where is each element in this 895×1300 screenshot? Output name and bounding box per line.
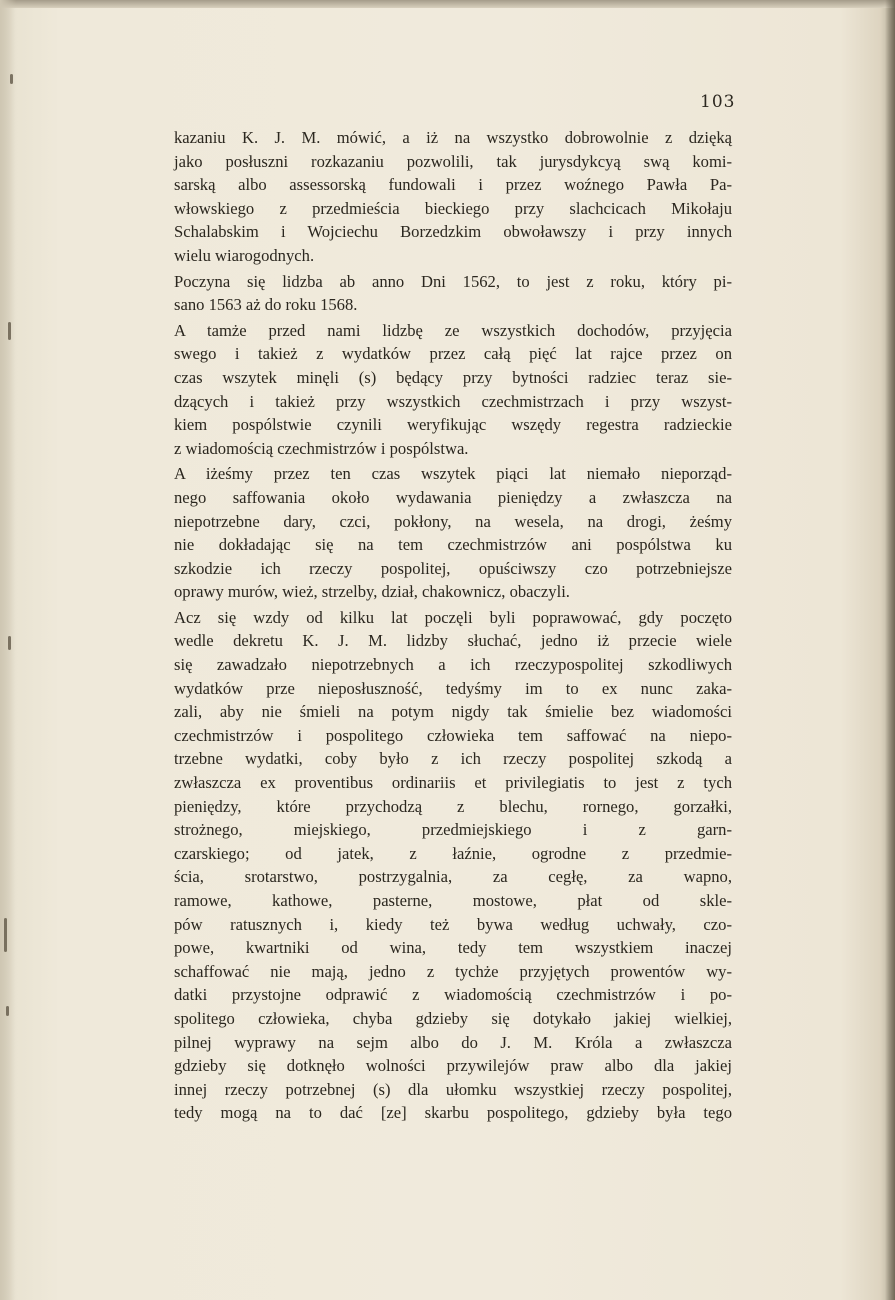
text-line: kazaniu K. J. M. mówić, a iż na wszystko dobrowolnie z dzięką <box>174 128 732 147</box>
text-line: się zawadzało niepotrzebnych a ich rzeczypospolitej szkodliwych <box>174 655 732 675</box>
text-line: Poczyna się lidzba ab anno Dni 1562, to jest z roku, który pi- <box>174 271 732 291</box>
text-line: schaffować nie mają, jedno z tychże przyjętych prowentów wy- <box>174 961 732 981</box>
text-line: spolitego człowieka, chyba gdzieby się dotykało jakiej wielkiej, <box>174 1008 732 1028</box>
text-line: nie dokładając się na tem czechmistrzów ani pospólstwa ku <box>174 535 732 555</box>
paragraph <box>174 606 732 1125</box>
text-line: oprawy murów, wież, strzelby, dział, chakownicz, obaczyli. <box>174 582 570 602</box>
text-line: strożnego, miejskiego, przedmiejskiego i z garn- <box>174 820 732 840</box>
text-line: A iżeśmy przez ten czas wszytek piąci lat niemało nieporząd- <box>174 464 732 484</box>
margin-ink-mark <box>10 74 13 84</box>
text-line: wydatków prze nieposłuszność, tedyśmy im to ex nunc zaka- <box>174 678 732 698</box>
margin-ink-mark <box>4 918 7 952</box>
text-line: Acz się wzdy od kilku lat poczęli byli poprawować, gdy poczęto <box>174 607 732 627</box>
text-line: kiem pospólstwie czynili weryfikując wszędy regestra radzieckie <box>174 415 732 435</box>
text-line: swego i takież z wydatków przez całą pięć lat rajce przez on <box>174 344 732 364</box>
text-line: ramowe, kathowe, pasterne, mostowe, płat od skle- <box>174 891 732 910</box>
text-line: powe, kwartniki od wina, tedy tem wszystkiem inaczej <box>174 938 732 958</box>
text-line: szkodzie ich rzeczy pospolitej, opuściwszy czo potrzebniejsze <box>174 558 732 578</box>
text-line: A tamże przed nami lidzbę ze wszystkich dochodów, przyjęcia <box>174 320 732 340</box>
text-line: Schalabskim i Wojciechu Borzedzkim obwoławszy i przy innych <box>174 222 732 242</box>
margin-ink-mark <box>8 322 11 340</box>
text-line: zwłaszcza ex proventibus ordinariis et privilegiatis to jest z tych <box>174 773 732 793</box>
text-line: czarskiego; od jatek, z łaźnie, ogrodne z przedmie- <box>174 843 732 863</box>
text-line: zali, aby nie śmieli na potym nigdy tak śmielie bez wiadomości <box>174 702 732 722</box>
page-number: 103 <box>700 92 736 112</box>
text-line: pów ratusznych i, kiedy też bywa według uchwały, czo- <box>174 914 732 934</box>
paragraph <box>174 319 732 461</box>
text-line: włowskiego z przedmieścia bieckiego przy slachcicach Mikołaju <box>174 198 732 218</box>
text-line: wielu wiarogodnych. <box>174 245 315 265</box>
text-line: niepotrzebne dary, czci, pokłony, na wesela, na drogi, żeśmy <box>174 511 732 531</box>
paragraph <box>174 270 732 317</box>
paragraph <box>174 126 732 268</box>
text-line: pilnej wyprawy na sejm albo do J. M. Króla a zwłaszcza <box>174 1032 732 1052</box>
text-line: datki przystojne odprawić z wiadomością czechmistrzów i po- <box>174 985 732 1005</box>
text-line: sano 1563 aż do roku 1568. <box>174 295 358 315</box>
text-line: jako posłuszni rozkazaniu pozwolili, tak jurysdykcyą swą komi- <box>174 151 732 171</box>
text-line: z wiadomością czechmistrzów i pospólstwa. <box>174 438 469 458</box>
text-line: dzących i takież przy wszystkich czechmistrzach i przy wszyst- <box>174 391 732 411</box>
margin-ink-mark <box>8 636 11 650</box>
text-line: gdzieby się dotknęło wolności przywilejów praw albo dla jakiej <box>174 1056 732 1076</box>
page-body-text <box>174 126 732 1125</box>
page-right-edge <box>885 0 895 1300</box>
text-line: czas wszytek minęli (s) będący przy bytności radziec teraz sie- <box>174 367 732 387</box>
text-line: innej rzeczy potrzebnej (s) dla ułomku wszystkiej rzeczy pospolitej, <box>174 1079 732 1099</box>
page-top-shadow <box>0 0 895 8</box>
text-line: czechmistrzów i pospolitego człowieka tem saffować na niepo- <box>174 725 732 745</box>
page-binding-edge <box>0 0 16 1300</box>
paragraph <box>174 462 732 604</box>
text-line: wedle dekretu K. J. M. lidzby słuchać, jedno iż przecie wiele <box>174 631 732 651</box>
text-line: pieniędzy, które przychodzą z blechu, rornego, gorzałki, <box>174 796 732 816</box>
margin-ink-mark <box>6 1006 9 1016</box>
text-line: trzebne wydatki, coby było z ich rzeczy pospolitej szkodą a <box>174 749 732 769</box>
text-line: nego saffowania około wydawania pieniędzy a zwłaszcza na <box>174 487 732 507</box>
text-line: sarską albo assessorską fundowali i przez woźnego Pawła Pa- <box>174 175 732 195</box>
text-line: ścia, srotarstwo, postrzygalnia, za cegłę, za wapno, <box>174 867 732 887</box>
text-line: tedy mogą na to dać [ze] skarbu pospolitego, gdzieby była tego <box>174 1103 732 1123</box>
